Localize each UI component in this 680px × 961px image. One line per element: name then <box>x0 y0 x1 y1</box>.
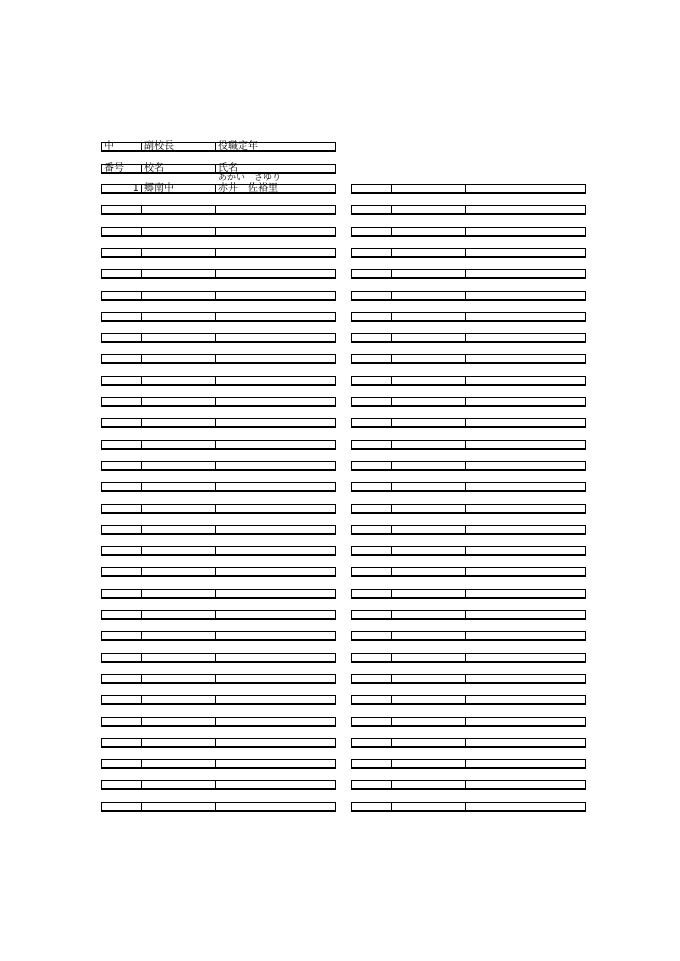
name-cell <box>465 718 586 725</box>
school-cell <box>391 270 465 277</box>
number-cell <box>101 632 141 639</box>
school-cell <box>141 718 215 725</box>
table-row <box>101 333 336 343</box>
table-row <box>101 248 336 258</box>
school-cell <box>391 760 465 767</box>
table-row-right <box>351 674 586 684</box>
name-cell <box>215 292 336 299</box>
number-cell <box>351 696 391 703</box>
category-label: 中 <box>104 141 114 152</box>
number-cell <box>351 355 391 362</box>
school-cell <box>391 292 465 299</box>
name-cell <box>465 228 586 235</box>
number-cell <box>351 654 391 661</box>
table-row <box>101 397 336 407</box>
school-cell <box>141 377 215 384</box>
name-cell <box>215 568 336 575</box>
entry-number: 1 <box>132 183 139 194</box>
name-cell <box>215 526 336 533</box>
name-cell <box>465 632 586 639</box>
school-cell <box>141 568 215 575</box>
name-cell <box>215 760 336 767</box>
school-cell <box>141 590 215 597</box>
number-cell <box>351 760 391 767</box>
school-cell <box>391 441 465 448</box>
kind-label: 役職定年 <box>218 141 258 152</box>
name-cell <box>215 355 336 362</box>
number-cell <box>351 739 391 746</box>
school-cell <box>391 632 465 639</box>
table-row <box>101 504 336 514</box>
school-cell <box>141 185 215 192</box>
name-cell <box>465 462 586 469</box>
number-cell <box>101 292 141 299</box>
table-row-right <box>351 589 586 599</box>
name-cell <box>465 675 586 682</box>
school-cell <box>141 760 215 767</box>
table-row-right <box>351 461 586 471</box>
school-cell <box>391 590 465 597</box>
table-row <box>101 780 336 790</box>
name-cell <box>465 590 586 597</box>
number-cell <box>351 462 391 469</box>
entry-name: 赤井 佐裕里 <box>218 183 278 194</box>
school-cell <box>141 739 215 746</box>
table-row <box>101 461 336 471</box>
number-header <box>101 165 141 172</box>
table-row-right <box>351 312 586 322</box>
table-row-right <box>351 418 586 428</box>
name-cell <box>215 185 336 192</box>
name-cell <box>465 760 586 767</box>
table-row-right <box>351 504 586 514</box>
number-cell <box>351 292 391 299</box>
number-cell <box>101 228 141 235</box>
number-cell <box>101 675 141 682</box>
name-cell <box>215 803 336 810</box>
number-cell <box>351 483 391 490</box>
name-cell <box>465 270 586 277</box>
school-cell <box>141 803 215 810</box>
name-cell <box>215 419 336 426</box>
school-cell <box>391 483 465 490</box>
table-row-right <box>351 567 586 577</box>
school-cell <box>141 355 215 362</box>
table-row <box>101 610 336 620</box>
name-cell <box>215 654 336 661</box>
number-cell <box>351 611 391 618</box>
name-cell <box>465 739 586 746</box>
table-row <box>101 631 336 641</box>
table-row-right <box>351 248 586 258</box>
school-cell <box>391 249 465 256</box>
school-cell <box>141 654 215 661</box>
name-cell <box>465 696 586 703</box>
school-cell <box>141 419 215 426</box>
school-cell <box>391 185 465 192</box>
school-cell <box>141 675 215 682</box>
name-cell <box>215 611 336 618</box>
table-row-right <box>351 738 586 748</box>
table-row-right <box>351 780 586 790</box>
number-cell <box>101 654 141 661</box>
number-cell <box>101 334 141 341</box>
table-row <box>101 376 336 386</box>
name-cell <box>465 185 586 192</box>
table-row <box>101 567 336 577</box>
school-cell <box>141 292 215 299</box>
name-cell <box>215 483 336 490</box>
name-cell <box>465 249 586 256</box>
table-row <box>101 589 336 599</box>
number-cell <box>351 675 391 682</box>
table-row-right <box>351 482 586 492</box>
table-row-right <box>351 610 586 620</box>
name-cell <box>465 526 586 533</box>
table-row-right <box>351 291 586 301</box>
name-cell <box>215 696 336 703</box>
table-row <box>101 738 336 748</box>
table-row <box>101 312 336 322</box>
name-cell <box>215 718 336 725</box>
number-cell <box>101 526 141 533</box>
number-cell <box>101 611 141 618</box>
number-cell <box>351 398 391 405</box>
name-reading: あかい さゆり <box>218 173 282 183</box>
name-cell <box>465 334 586 341</box>
name-cell <box>465 398 586 405</box>
school-cell <box>391 206 465 213</box>
school-cell <box>141 462 215 469</box>
number-cell <box>351 334 391 341</box>
table-row-right <box>351 376 586 386</box>
number-cell <box>101 377 141 384</box>
number-cell <box>101 803 141 810</box>
school-cell <box>391 675 465 682</box>
number-cell <box>101 206 141 213</box>
table-row <box>101 546 336 556</box>
name-cell <box>465 441 586 448</box>
table-row-right <box>351 546 586 556</box>
name-cell <box>465 483 586 490</box>
number-cell <box>351 718 391 725</box>
name-cell <box>465 377 586 384</box>
name-cell <box>215 505 336 512</box>
table-row-right <box>351 631 586 641</box>
school-cell <box>391 313 465 320</box>
school-cell <box>391 228 465 235</box>
name-cell <box>215 632 336 639</box>
table-row <box>101 269 336 279</box>
school-cell <box>391 568 465 575</box>
number-cell <box>351 377 391 384</box>
school-cell <box>391 419 465 426</box>
school-cell <box>391 526 465 533</box>
name-cell <box>465 292 586 299</box>
number-cell <box>101 781 141 788</box>
school-cell <box>141 526 215 533</box>
number-cell <box>101 270 141 277</box>
table-row <box>101 525 336 535</box>
table-row <box>101 205 336 215</box>
table-row <box>101 440 336 450</box>
school-cell <box>141 483 215 490</box>
number-cell <box>351 441 391 448</box>
name-cell <box>215 206 336 213</box>
school-cell <box>141 441 215 448</box>
number-cell <box>101 441 141 448</box>
school-cell <box>141 398 215 405</box>
name-header-label: 氏名 <box>218 163 238 174</box>
number-cell <box>351 632 391 639</box>
number-cell <box>351 419 391 426</box>
school-cell <box>141 228 215 235</box>
name-cell <box>215 739 336 746</box>
name-cell <box>215 249 336 256</box>
school-header <box>141 165 215 172</box>
name-cell <box>215 547 336 554</box>
name-cell <box>465 803 586 810</box>
name-cell <box>465 313 586 320</box>
name-cell <box>215 313 336 320</box>
school-cell <box>391 739 465 746</box>
table-row <box>101 717 336 727</box>
school-cell <box>391 377 465 384</box>
number-cell <box>101 313 141 320</box>
table-row-right <box>351 759 586 769</box>
number-cell <box>101 505 141 512</box>
name-cell <box>215 398 336 405</box>
table-row-right <box>351 354 586 364</box>
header-row <box>101 142 336 152</box>
name-cell <box>465 781 586 788</box>
name-cell <box>465 547 586 554</box>
number-cell <box>351 526 391 533</box>
number-cell <box>351 505 391 512</box>
name-cell <box>215 228 336 235</box>
name-cell <box>465 206 586 213</box>
number-cell <box>101 419 141 426</box>
school-cell <box>141 270 215 277</box>
kind-cell <box>215 143 336 150</box>
name-cell <box>215 270 336 277</box>
number-cell <box>351 781 391 788</box>
number-cell <box>351 206 391 213</box>
number-cell <box>101 547 141 554</box>
school-cell <box>391 718 465 725</box>
name-cell <box>465 419 586 426</box>
school-cell <box>141 696 215 703</box>
number-cell <box>351 228 391 235</box>
table-row <box>101 653 336 663</box>
table-row-right <box>351 525 586 535</box>
name-cell <box>465 505 586 512</box>
number-cell <box>351 313 391 320</box>
number-cell <box>101 568 141 575</box>
name-cell <box>465 355 586 362</box>
school-cell <box>391 462 465 469</box>
category-cell <box>101 143 141 150</box>
school-cell <box>141 505 215 512</box>
table-row <box>101 291 336 301</box>
school-cell <box>391 696 465 703</box>
number-cell <box>101 739 141 746</box>
number-cell <box>101 355 141 362</box>
entry-school: 郷南中 <box>144 183 174 194</box>
name-cell <box>215 441 336 448</box>
school-cell <box>391 547 465 554</box>
number-cell <box>351 547 391 554</box>
table-row <box>101 674 336 684</box>
name-cell <box>215 462 336 469</box>
school-cell <box>391 334 465 341</box>
table-row <box>101 482 336 492</box>
table-row-right <box>351 653 586 663</box>
school-cell <box>391 398 465 405</box>
table-row <box>101 184 336 194</box>
table-row-right <box>351 205 586 215</box>
number-cell <box>101 185 141 192</box>
school-cell <box>391 781 465 788</box>
number-cell <box>101 249 141 256</box>
school-cell <box>391 355 465 362</box>
name-cell <box>215 590 336 597</box>
name-cell <box>465 568 586 575</box>
name-cell <box>465 611 586 618</box>
table-row-right <box>351 269 586 279</box>
number-cell <box>351 590 391 597</box>
number-cell <box>351 185 391 192</box>
school-cell <box>141 206 215 213</box>
table-row-right <box>351 695 586 705</box>
number-cell <box>101 483 141 490</box>
school-cell <box>141 334 215 341</box>
school-cell <box>141 611 215 618</box>
table-row-right <box>351 802 586 812</box>
school-cell <box>391 611 465 618</box>
name-cell <box>465 654 586 661</box>
name-cell <box>215 377 336 384</box>
number-header-label: 番号 <box>104 163 124 174</box>
school-cell <box>391 505 465 512</box>
table-row-right <box>351 333 586 343</box>
table-row <box>101 695 336 705</box>
table-row <box>101 354 336 364</box>
number-cell <box>351 270 391 277</box>
school-cell <box>141 781 215 788</box>
school-cell <box>141 249 215 256</box>
name-cell <box>215 334 336 341</box>
school-header-label: 校名 <box>144 163 164 174</box>
number-cell <box>101 718 141 725</box>
table-row <box>101 802 336 812</box>
number-cell <box>101 398 141 405</box>
table-row-right <box>351 227 586 237</box>
school-cell <box>141 632 215 639</box>
table-row <box>101 759 336 769</box>
position-cell <box>141 143 215 150</box>
number-cell <box>101 462 141 469</box>
number-cell <box>351 803 391 810</box>
position-label: 副校長 <box>144 141 174 152</box>
name-cell <box>215 781 336 788</box>
table-row-right <box>351 440 586 450</box>
table-row <box>101 418 336 428</box>
table-row-right <box>351 717 586 727</box>
number-cell <box>351 568 391 575</box>
school-cell <box>141 547 215 554</box>
number-cell <box>101 590 141 597</box>
number-cell <box>351 249 391 256</box>
table-row-right <box>351 397 586 407</box>
school-cell <box>391 654 465 661</box>
name-header <box>215 165 336 172</box>
table-row-right <box>351 184 586 194</box>
number-cell <box>101 696 141 703</box>
school-cell <box>141 313 215 320</box>
number-cell <box>101 760 141 767</box>
name-cell <box>215 675 336 682</box>
table-row <box>101 227 336 237</box>
school-cell <box>391 803 465 810</box>
